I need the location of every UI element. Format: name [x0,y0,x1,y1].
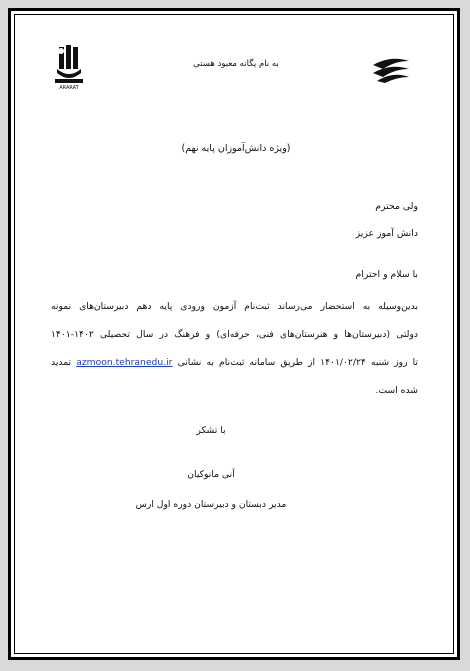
school-logo-icon [51,43,87,93]
svg-text:ARARAT: ARARAT [59,85,79,91]
letter-page [8,8,460,660]
body-line-2: دولتی (دبیرستان‌ها و هنرستان‌های فنی، حرفه‌ای) و فرهنگ در سال تحصیلی ۱۴۰۲-۱۴۰۱ [51,329,418,340]
closing: با تشکر [196,425,226,436]
body-line-3 [51,357,418,368]
signer-name: آنی مانوکیان [187,469,235,480]
salutation-student: دانش آموز عزیز [355,228,418,239]
body-line-4: شده است. [375,385,418,396]
header-title: به نام یگانه معبود هستی [193,59,279,69]
registration-link[interactable]: azmoon.tehranedu.ir [76,357,173,368]
body-line-1: بدین‌وسیله به استحضار می‌رساند ثبت‌نام آزمون ورودی پایه دهم دبیرستان‌های نمونه [51,301,418,312]
salutation-parent: ولی محترم [375,201,418,212]
signer-title: مدیر دبستان و دبیرستان دوره اول ارس [135,499,287,510]
greeting: با سلام و احترام [355,269,418,280]
letter-subject: (ویژه دانش‌آموزان پایه نهم) [181,143,291,154]
body-line-3-end: تمدید [51,357,72,368]
ministry-logo-icon [369,51,413,87]
body-line-3-start: تا روز شنبه ۱۴۰۱/۰۲/۲۴ از طریق سامانه ثبت‌نام به نشانی [177,357,418,368]
